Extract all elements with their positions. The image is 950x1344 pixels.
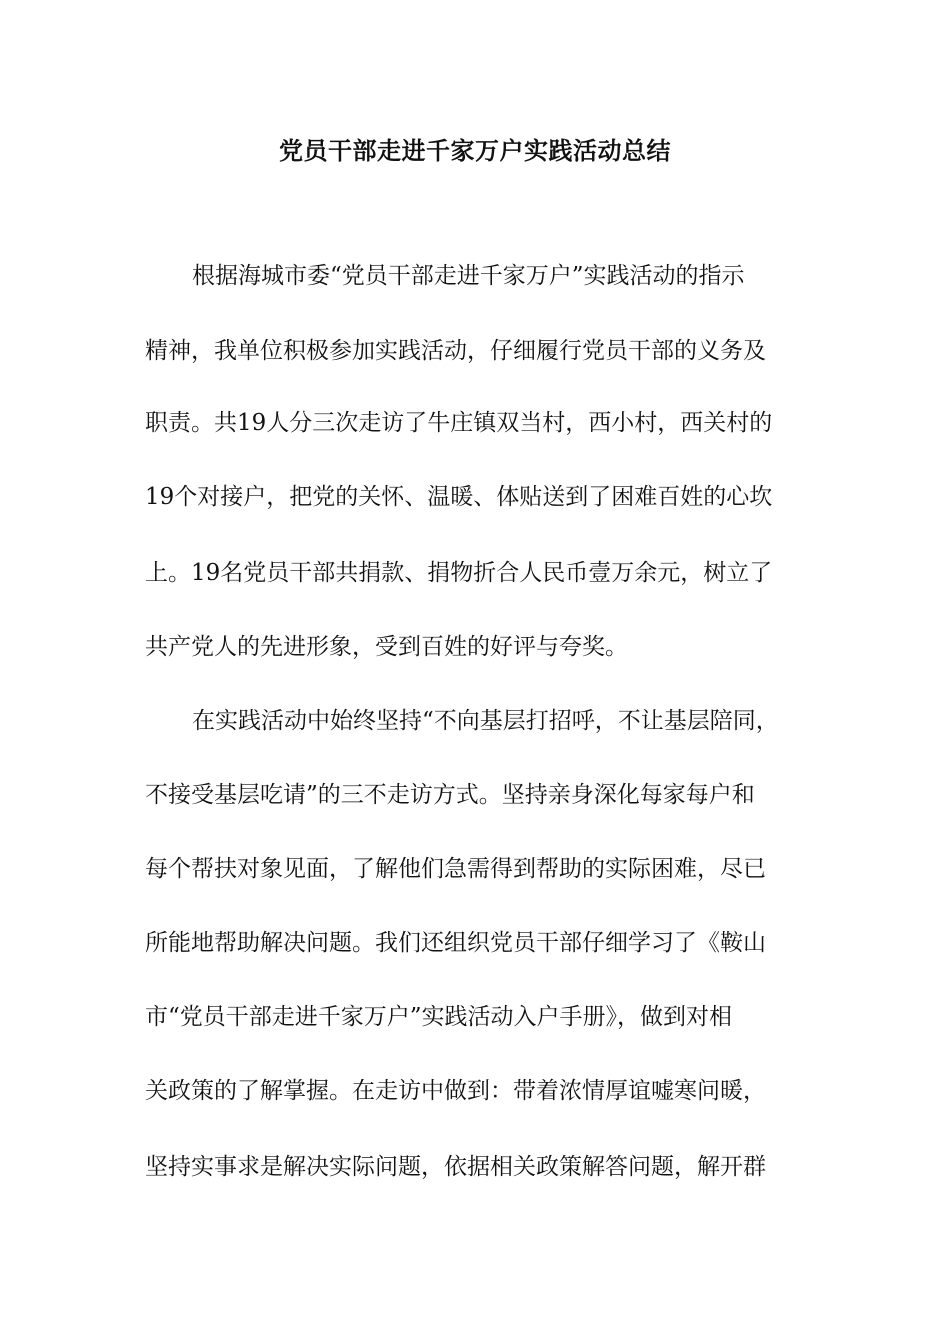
paragraph-2-line-6: 关政策的了解掌握。在走访中做到：带着浓情厚谊嘘寒问暖， [145, 1078, 766, 1104]
paragraph-1-line-2: 精神，我单位积极参加实践活动，仔细履行党员干部的义务及 [145, 338, 766, 364]
document-title: 党员干部走进千家万户实践活动总结 [279, 136, 671, 165]
paragraph-2-line-2: 不接受基层吃请”的三不走访方式。坚持亲身深化每家每户和 [145, 782, 755, 808]
paragraph-1-line-1: 根据海城市委“党员干部走进千家万户”实践活动的指示 [192, 263, 745, 289]
paragraph-1-line-6: 共产党人的先进形象，受到百姓的好评与夸奖。 [145, 634, 628, 660]
paragraph-2-line-4: 所能地帮助解决问题。我们还组织党员干部仔细学习了《鞍山 [145, 930, 766, 956]
paragraph-2-line-3: 每个帮扶对象见面，了解他们急需得到帮助的实际困难，尽已 [145, 856, 766, 882]
paragraph-2-line-1: 在实践活动中始终坚持“不向基层打招呼，不让基层陪同， [192, 708, 779, 734]
paragraph-1-line-4: 19个对接户，把党的关怀、温暖、体贴送到了困难百姓的心坎 [145, 484, 773, 510]
paragraph-1-line-3: 职责。共19人分三次走访了牛庄镇双当村，西小村，西关村的 [145, 410, 773, 436]
paragraph-2-line-7: 坚持实事求是解决实际问题，依据相关政策解答问题，解开群 [145, 1154, 766, 1180]
paragraph-2-line-5: 市“党员干部走进千家万户”实践活动入户手册》，做到对相 [145, 1004, 733, 1030]
paragraph-1-line-5: 上。19名党员干部共捐款、捐物折合人民币壹万余元，树立了 [145, 560, 773, 586]
